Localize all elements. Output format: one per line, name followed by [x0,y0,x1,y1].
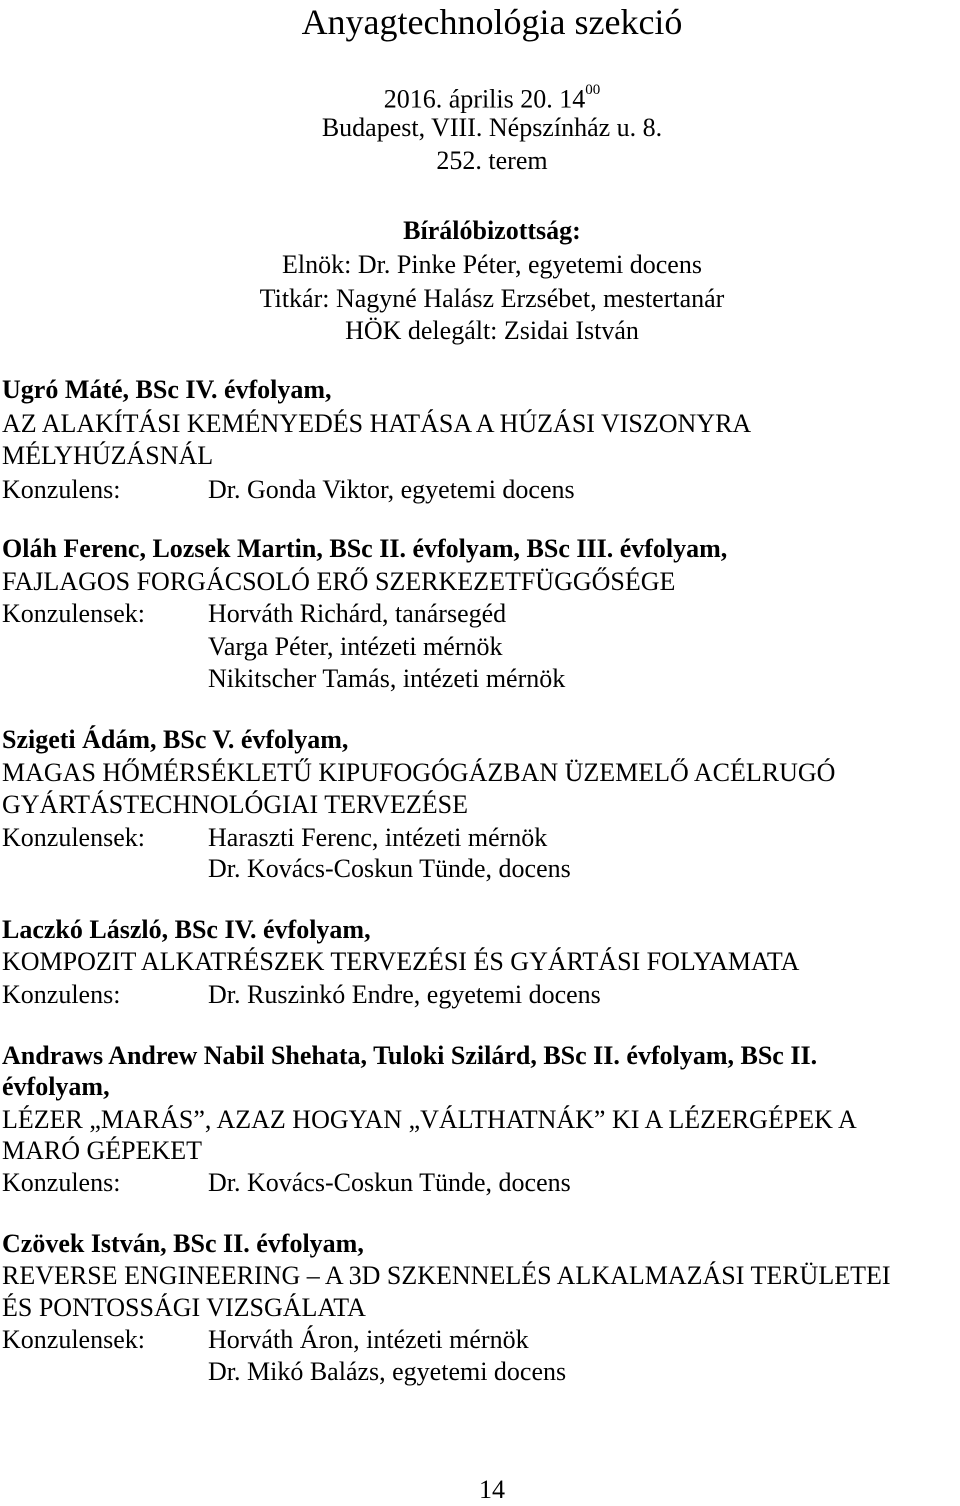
event-address: Budapest, VIII. Népszínház u. 8. [321,113,663,142]
entry-title-line: ÉS PONTOSSÁGI VIZSGÁLATA [2,1293,366,1322]
committee-secretary: Titkár: Nagyné Halász Erzsébet, mestertanár [259,284,725,313]
entry-title-line: FAJLAGOS FORGÁCSOLÓ ERŐ SZERKEZETFÜGGŐSÉGE [2,567,676,596]
page-number: 14 [479,1475,505,1504]
consultant-name: Dr. Gonda Viktor, egyetemi docens [208,475,575,504]
consultant-name: Varga Péter, intézeti mérnök [208,632,503,661]
event-date-text: 2016. április 20. 14 [383,84,586,114]
consultant-name: Nikitscher Tamás, intézeti mérnök [208,664,566,693]
section-title: Anyagtechnológia szekció [301,2,683,42]
entry-author: Laczkó László, BSc IV. évfolyam, [2,915,371,944]
entry-author: Ugró Máté, BSc IV. évfolyam, [2,375,332,404]
consultant-name: Dr. Kovács-Coskun Tünde, docens [208,854,571,883]
committee-delegate: HÖK delegált: Zsidai István [345,316,639,345]
consultant-label: Konzulensek: [2,599,145,628]
event-date [0,78,960,116]
event-room: 252. terem [436,146,548,175]
event-time-superscript: 00 [585,82,601,98]
entry-title-line: MARÓ GÉPEKET [2,1136,203,1165]
entry-author: Czövek István, BSc II. évfolyam, [2,1229,364,1258]
entry-title-line: REVERSE ENGINEERING – A 3D SZKENNELÉS ALKALMAZÁSI TERÜLETEI [2,1261,891,1290]
entry-author: Oláh Ferenc, Lozsek Martin, BSc II. évfolyam, BSc III. évfolyam, [2,534,728,563]
entry-author: Andraws Andrew Nabil Shehata, Tuloki Szilárd, BSc II. évfolyam, BSc II. [2,1041,818,1070]
consultant-name: Dr. Kovács-Coskun Tünde, docens [208,1168,571,1197]
consultant-label: Konzulens: [2,475,121,504]
entry-author: évfolyam, [2,1072,110,1101]
entry-title-line: KOMPOZIT ALKATRÉSZEK TERVEZÉSI ÉS GYÁRTÁSI FOLYAMATA [2,947,800,976]
committee-chair: Elnök: Dr. Pinke Péter, egyetemi docens [282,250,702,279]
entry-title-line: MAGAS HŐMÉRSÉKLETŰ KIPUFOGÓGÁZBAN ÜZEMELŐ ACÉLRUGÓ [2,758,836,787]
consultant-name: Dr. Mikó Balázs, egyetemi docens [208,1357,567,1386]
entry-title-line: LÉZER „MARÁS”, AZAZ HOGYAN „VÁLTHATNÁK” KI A LÉZERGÉPEK A [2,1105,857,1134]
entry-author: Szigeti Ádám, BSc V. évfolyam, [2,725,349,754]
consultant-name: Dr. Ruszinkó Endre, egyetemi docens [208,980,601,1009]
consultant-label: Konzulens: [2,980,121,1009]
consultant-name: Haraszti Ferenc, intézeti mérnök [208,823,548,852]
consultant-label: Konzulens: [2,1168,121,1197]
entry-title-line: GYÁRTÁSTECHNOLÓGIAI TERVEZÉSE [2,790,469,819]
consultant-label: Konzulensek: [2,823,145,852]
entry-title-line: MÉLYHÚZÁSNÁL [2,441,214,470]
consultant-name: Horváth Áron, intézeti mérnök [208,1325,529,1354]
consultant-name: Horváth Richárd, tanársegéd [208,599,507,628]
entry-title-line: AZ ALAKÍTÁSI KEMÉNYEDÉS HATÁSA A HÚZÁSI VISZONYRA [2,409,752,438]
consultant-label: Konzulensek: [2,1325,145,1354]
committee-heading: Bírálóbizottság: [403,216,581,245]
